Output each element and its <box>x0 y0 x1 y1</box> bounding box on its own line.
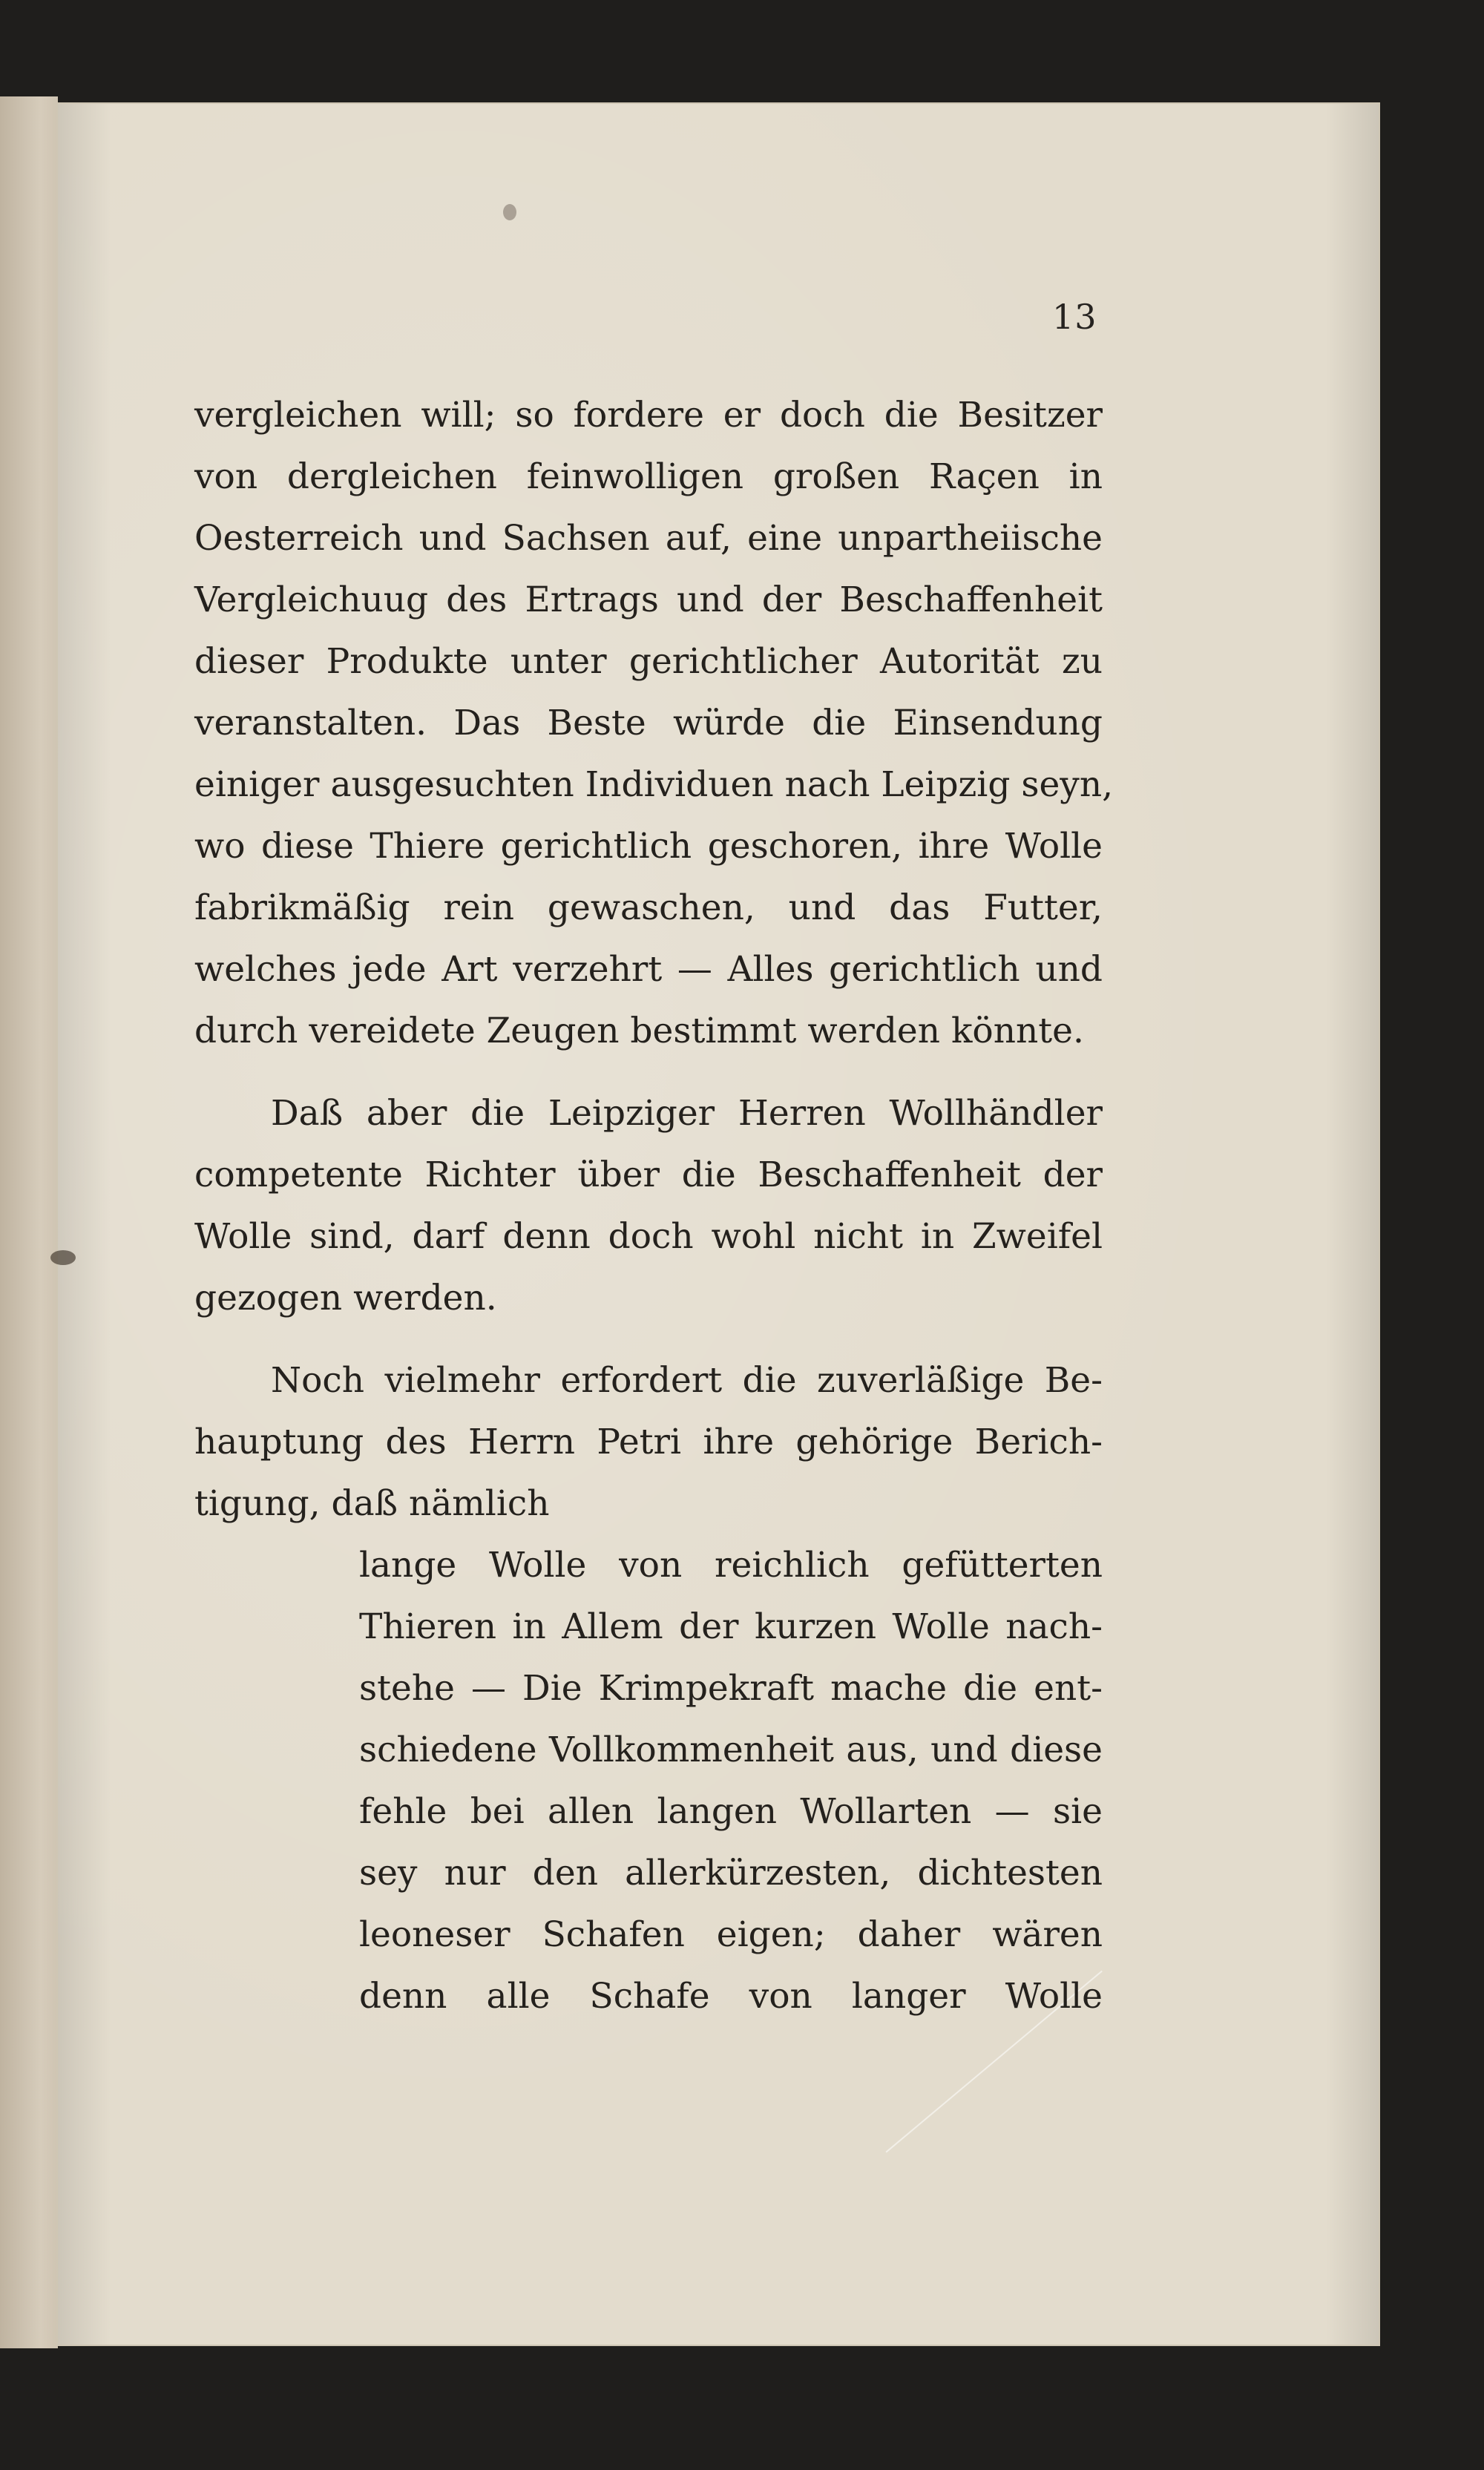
text-line: Oesterreich und Sachsen auf, eine unpartheiische <box>194 518 1103 559</box>
quote-line: leoneser Schafen eigen; daher wären <box>359 1914 1103 1955</box>
quote-line: denn alle Schafe von langer Wolle <box>359 1976 1103 2017</box>
page-number: 13 <box>1052 297 1097 337</box>
quote-line: fehle bei allen langen Wollarten — sie <box>359 1791 1103 1832</box>
quote-line: Thieren in Allem der kurzen Wolle nach- <box>359 1606 1103 1647</box>
ink-smudge <box>503 204 516 220</box>
paragraph-3 <box>194 1350 1103 1534</box>
text-line: hauptung des Herrn Petri ihre gehörige Berich- <box>194 1422 1103 1462</box>
text-line: veranstalten. Das Beste würde die Einsendung <box>194 703 1103 743</box>
text-line: einiger ausgesuchten Individuen nach Leipzig seyn, <box>194 764 1114 805</box>
body-text <box>194 384 1114 2027</box>
quote-line: lange Wolle von reichlich gefütterten <box>359 1545 1103 1586</box>
text-line: Wolle sind, darf denn doch wohl nicht in Zweifel <box>194 1216 1103 1257</box>
paragraph-1 <box>194 384 1114 1062</box>
paragraph-2 <box>194 1083 1103 1329</box>
text-line: Vergleichuug des Ertrags und der Beschaffenheit <box>194 579 1103 620</box>
text-line: gezogen werden. <box>194 1278 497 1318</box>
text-line: welches jede Art verzehrt — Alles gerichtlich und <box>194 949 1103 990</box>
quote-line: schiedene Vollkommenheit aus, und diese <box>359 1730 1103 1770</box>
ink-smudge <box>50 1250 76 1265</box>
text-line: von dergleichen feinwolligen großen Raçen in <box>194 456 1103 497</box>
text-line: dieser Produkte unter gerichtlicher Autorität zu <box>194 641 1103 682</box>
text-line: durch vereidete Zeugen bestimmt werden könnte. <box>194 1011 1084 1051</box>
text-line: wo diese Thiere gerichtlich geschoren, ihre Wolle <box>194 826 1103 867</box>
quoted-passage <box>359 1534 1103 2027</box>
text-line: Daß aber die Leipziger Herren Wollhändler <box>271 1093 1103 1134</box>
left-page-edge <box>0 96 58 2348</box>
text-line: tigung, daß nämlich <box>194 1483 550 1524</box>
text-line: competente Richter über die Beschaffenheit der <box>194 1154 1103 1195</box>
text-line: vergleichen will; so fordere er doch die Besitzer <box>194 395 1103 436</box>
text-line: Noch vielmehr erfordert die zuverläßige Be- <box>271 1360 1103 1401</box>
quote-line: stehe — Die Krimpekraft mache die ent- <box>359 1668 1103 1709</box>
text-line: fabrikmäßig rein gewaschen, und das Futter, <box>194 887 1103 928</box>
quote-line: sey nur den allerkürzesten, dichtesten <box>359 1853 1103 1893</box>
